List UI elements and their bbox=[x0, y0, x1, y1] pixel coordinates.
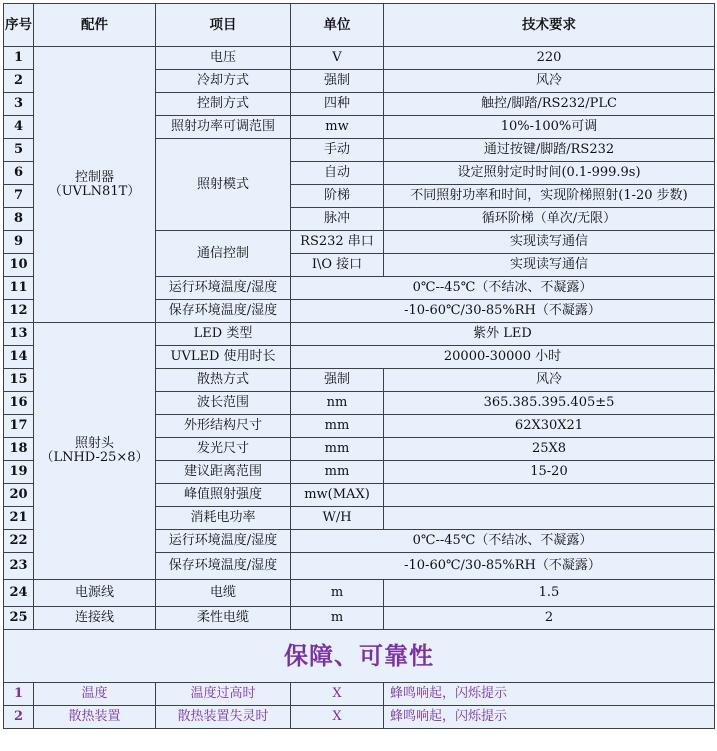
unit-cell: 自动 bbox=[291, 162, 384, 185]
table-row bbox=[4, 580, 715, 607]
row-number: 8 bbox=[4, 208, 34, 231]
component-cell: 连接线 bbox=[34, 607, 156, 630]
reliability-row bbox=[4, 706, 715, 729]
requirement-cell: 0℃--45℃（不结冰、不凝露） bbox=[291, 530, 715, 553]
header-item: 项目 bbox=[156, 4, 291, 47]
unit-cell: I\O 接口 bbox=[291, 254, 384, 277]
component-cell: 电源线 bbox=[34, 580, 156, 607]
row-number: 5 bbox=[4, 139, 34, 162]
row-number: 15 bbox=[4, 369, 34, 392]
reliability-banner-row bbox=[4, 630, 715, 683]
requirement-cell: 设定照射定时时间(0.1-999.9s) bbox=[384, 162, 715, 185]
item-cell: 温度过高时 bbox=[156, 683, 291, 706]
item-cell: 电压 bbox=[156, 47, 291, 70]
item-cell: 电缆 bbox=[156, 580, 291, 607]
item-cell: 保存环境温度/湿度 bbox=[156, 300, 291, 323]
row-number: 9 bbox=[4, 231, 34, 254]
unit-cell: 强制 bbox=[291, 369, 384, 392]
unit-cell: RS232 串口 bbox=[291, 231, 384, 254]
requirement-cell: 风冷 bbox=[384, 369, 715, 392]
requirement-cell: 20000-30000 小时 bbox=[291, 346, 715, 369]
table-row bbox=[4, 607, 715, 630]
row-number: 24 bbox=[4, 580, 34, 607]
requirement-cell: 触控/脚踏/RS232/PLC bbox=[384, 93, 715, 116]
reliability-title: 保障、可靠性 bbox=[4, 630, 715, 683]
row-number: 21 bbox=[4, 507, 34, 530]
item-cell-mode: 照射模式 bbox=[156, 139, 291, 231]
requirement-cell: 循环阶梯（单次/无限） bbox=[384, 208, 715, 231]
unit-cell: mw bbox=[291, 116, 384, 139]
item-cell: 照射功率可调范围 bbox=[156, 116, 291, 139]
item-cell: 峰值照射强度 bbox=[156, 484, 291, 507]
requirement-cell: 15-20 bbox=[384, 461, 715, 484]
requirement-cell: 2 bbox=[384, 607, 715, 630]
component-controller bbox=[34, 47, 156, 323]
requirement-cell: 365.385.395.405±5 bbox=[384, 392, 715, 415]
component-cell: 散热装置 bbox=[34, 706, 156, 729]
requirement-cell: 蜂鸣响起，闪烁提示 bbox=[384, 683, 715, 706]
requirement-cell: 0℃--45℃（不结冰、不凝露） bbox=[291, 277, 715, 300]
row-number: 1 bbox=[4, 683, 34, 706]
unit-cell: mm bbox=[291, 461, 384, 484]
item-cell: 外形结构尺寸 bbox=[156, 415, 291, 438]
row-number: 2 bbox=[4, 70, 34, 93]
unit-cell: 阶梯 bbox=[291, 185, 384, 208]
unit-cell: m bbox=[291, 607, 384, 630]
item-cell: 波长范围 bbox=[156, 392, 291, 415]
unit-cell: V bbox=[291, 47, 384, 70]
requirement-cell bbox=[384, 507, 715, 530]
component-head bbox=[34, 323, 156, 580]
row-number: 19 bbox=[4, 461, 34, 484]
header-seq: 序号 bbox=[4, 4, 34, 47]
row-number: 13 bbox=[4, 323, 34, 346]
row-number: 25 bbox=[4, 607, 34, 630]
row-number: 11 bbox=[4, 277, 34, 300]
row-number: 4 bbox=[4, 116, 34, 139]
unit-cell: X bbox=[291, 683, 384, 706]
row-number: 16 bbox=[4, 392, 34, 415]
row-number: 18 bbox=[4, 438, 34, 461]
requirement-cell: 25X8 bbox=[384, 438, 715, 461]
component-cell: 温度 bbox=[34, 683, 156, 706]
header-row bbox=[4, 4, 715, 47]
item-cell: UVLED 使用时长 bbox=[156, 346, 291, 369]
row-number: 23 bbox=[4, 553, 34, 580]
row-number: 17 bbox=[4, 415, 34, 438]
requirement-cell: 紫外 LED bbox=[291, 323, 715, 346]
item-cell: 柔性电缆 bbox=[156, 607, 291, 630]
row-number: 1 bbox=[4, 47, 34, 70]
table-row bbox=[4, 323, 715, 346]
header-unit: 单位 bbox=[291, 4, 384, 47]
unit-cell: X bbox=[291, 706, 384, 729]
requirement-cell: 62X30X21 bbox=[384, 415, 715, 438]
requirement-cell: 10%-100%可调 bbox=[384, 116, 715, 139]
item-cell: 保存环境温度/湿度 bbox=[156, 553, 291, 580]
row-number: 10 bbox=[4, 254, 34, 277]
row-number: 14 bbox=[4, 346, 34, 369]
item-cell: 冷却方式 bbox=[156, 70, 291, 93]
row-number: 20 bbox=[4, 484, 34, 507]
requirement-cell: 通过按键/脚踏/RS232 bbox=[384, 139, 715, 162]
item-cell: 消耗电功率 bbox=[156, 507, 291, 530]
item-cell: 建议距离范围 bbox=[156, 461, 291, 484]
item-cell: 控制方式 bbox=[156, 93, 291, 116]
item-cell: 散热装置失灵时 bbox=[156, 706, 291, 729]
component-model: （LNHD-25×8） bbox=[40, 450, 149, 465]
unit-cell: 手动 bbox=[291, 139, 384, 162]
row-number: 7 bbox=[4, 185, 34, 208]
requirement-cell: 实现读写通信 bbox=[384, 254, 715, 277]
item-cell: LED 类型 bbox=[156, 323, 291, 346]
row-number: 12 bbox=[4, 300, 34, 323]
unit-cell: mw(MAX) bbox=[291, 484, 384, 507]
item-cell: 发光尺寸 bbox=[156, 438, 291, 461]
spec-table bbox=[3, 3, 715, 729]
unit-cell: 四种 bbox=[291, 93, 384, 116]
requirement-cell: 不同照射功率和时间，实现阶梯照射(1-20 步数) bbox=[384, 185, 715, 208]
unit-cell: W/H bbox=[291, 507, 384, 530]
header-component: 配件 bbox=[34, 4, 156, 47]
requirement-cell: 风冷 bbox=[384, 70, 715, 93]
item-cell: 运行环境温度/湿度 bbox=[156, 530, 291, 553]
item-cell: 散热方式 bbox=[156, 369, 291, 392]
unit-cell: mm bbox=[291, 438, 384, 461]
table-row bbox=[4, 47, 715, 70]
item-cell: 运行环境温度/湿度 bbox=[156, 277, 291, 300]
requirement-cell: 蜂鸣响起，闪烁提示 bbox=[384, 706, 715, 729]
requirement-cell: 220 bbox=[384, 47, 715, 70]
unit-cell: 脉冲 bbox=[291, 208, 384, 231]
unit-cell: mm bbox=[291, 415, 384, 438]
component-name: 照射头 bbox=[74, 436, 114, 451]
row-number: 2 bbox=[4, 706, 34, 729]
requirement-cell: -10-60℃/30-85%RH（不凝露） bbox=[291, 553, 715, 580]
header-requirement: 技术要求 bbox=[384, 4, 715, 47]
requirement-cell bbox=[384, 484, 715, 507]
component-name: 控制器 bbox=[74, 169, 114, 185]
row-number: 22 bbox=[4, 530, 34, 553]
reliability-row bbox=[4, 683, 715, 706]
row-number: 3 bbox=[4, 93, 34, 116]
component-model: （UVLN81T） bbox=[48, 183, 141, 199]
requirement-cell: -10-60℃/30-85%RH（不凝露） bbox=[291, 300, 715, 323]
unit-cell: 强制 bbox=[291, 70, 384, 93]
item-cell-comm: 通信控制 bbox=[156, 231, 291, 277]
unit-cell: m bbox=[291, 580, 384, 607]
requirement-cell: 实现读写通信 bbox=[384, 231, 715, 254]
unit-cell: nm bbox=[291, 392, 384, 415]
requirement-cell: 1.5 bbox=[384, 580, 715, 607]
row-number: 6 bbox=[4, 162, 34, 185]
